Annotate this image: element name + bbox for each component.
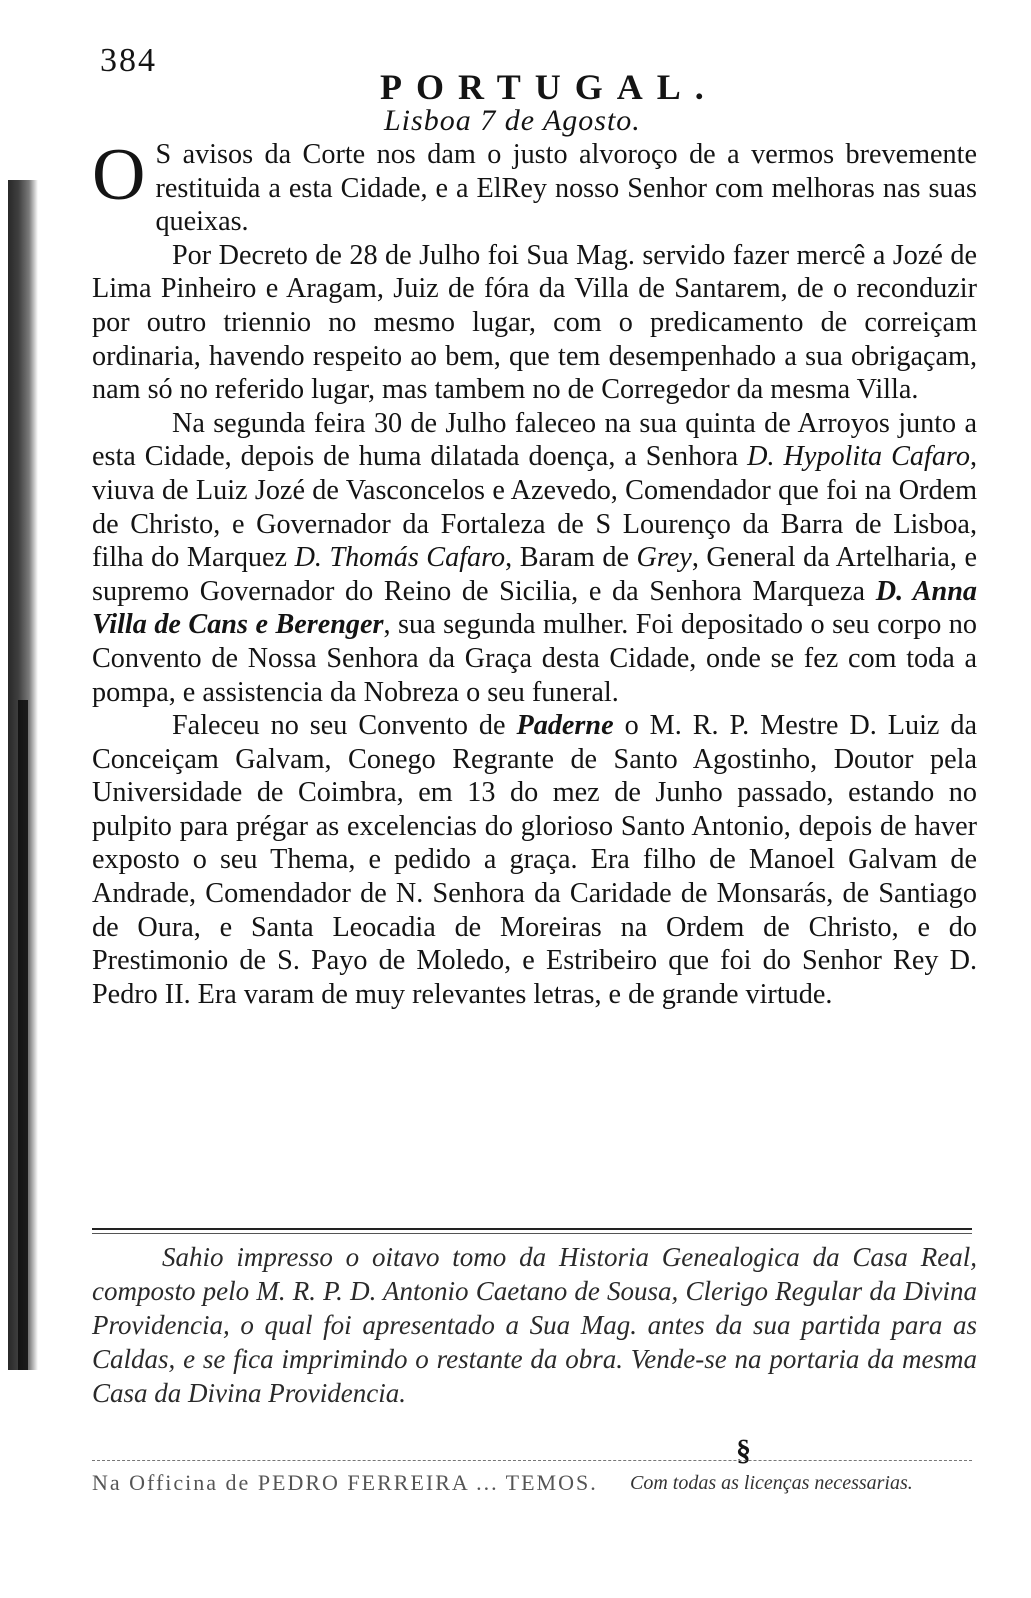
binding-edge — [18, 700, 28, 1370]
paragraph-3-text: , sua segunda mulher. Foi depositado o seu corpo no Convento de Nossa Senhora da Graça desta Cidade, onde se fez com toda a pompa, e assistencia da Nobreza o seu funeral. — [92, 609, 977, 708]
article-body — [92, 134, 977, 1011]
paragraph-4 — [92, 709, 977, 1011]
paragraph-2-text: Por Decreto de 28 de Julho foi Sua Mag. servido fazer mercê a Jozé de Lima Pinheiro e Aragam, Juiz de fóra da Villa de Santarem, de o reconduzir por outro triennio no mesmo lugar, com o predicamento de correiçam ordinaria, havendo respeito ao bem, que tem desempenhado a sua obrigaçam, nam só no referido lugar, mas tambem no de Corregedor da mesma Villa. — [92, 239, 977, 406]
name-anna-villa-de-cans: D. Anna Villa de Cans e Berenger — [92, 575, 977, 641]
paragraph-3-text: , General da Artelharia, e supremo Governador do Reino de Sicilia, e da Senhora Marqueza — [92, 542, 977, 607]
divider-rule — [92, 1228, 972, 1230]
divider-rule — [92, 1460, 972, 1461]
paragraph-1 — [92, 134, 977, 239]
name-grey: Grey — [636, 542, 692, 574]
license-note: Com todas as licenças necessarias. — [630, 1472, 913, 1494]
paragraph-3-text: , Baram de — [505, 542, 637, 574]
book-notice — [92, 1240, 977, 1410]
printer-imprint: Na Officina de PEDRO FERREIRA ... TEMOS. — [92, 1470, 598, 1495]
place-paderne: Paderne — [516, 710, 614, 742]
paragraph-4-text: Faleceu no seu Convento de — [172, 710, 517, 742]
paragraph-2 — [92, 239, 977, 407]
name-hypolita-cafaro: D. Hypolita Cafaro — [747, 441, 970, 473]
paragraph-3-text: Na segunda feira 30 de Julho faleceo na sua quinta de Arroyos junto a esta Cidade, depois de huma dilatada doença, a Senhora — [92, 407, 977, 473]
paragraph-4-text: o M. R. P. Mestre D. Luiz da Conceiçam Galvam, Conego Regrante de Santo Agostinho, Doutor pela Universidade de Coimbra, em 13 do mez de Junho passado, estando no pulpito para prégar as excelencias do glorioso Santo Antonio, depois de haver exposto o seu Thema, e pedido a graça. Era filho de Manoel Galvam de Andrade, Comendador de N. Senhora da Caridade de Monsarás, de Santiago de Oura, e Santa Leocadia de Moreiras na Ordem de Christo, e do Prestimonio de S. Payo de Moledo, e Estribeiro que foi do Senhor Rey D. Pedro II. Era varam de muy relevantes letras, e de grande virtude. — [92, 710, 977, 1010]
dateline: Lisboa 7 de Agosto. — [384, 104, 641, 137]
paragraph-1-text: S avisos da Corte nos dam o justo alvoroço de a vermos brevemente restituida a esta Cidade, e a ElRey nosso Senhor com melhoras nas suas queixas. — [155, 139, 977, 238]
paragraph-3 — [92, 407, 977, 709]
book-notice-text: Sahio impresso o oitavo tomo da Historia Genealogica da Casa Real, composto pelo M. R. P. D. Antonio Caetano de Sousa, Clerigo Regular da Divina Providencia, o qual foi apresentado a Sua Mag. antes da sua partida para as Caldas, e se fica imprimindo o restante da obra. Vende-se na portaria da mesma Casa da Divina Providencia. — [92, 1242, 977, 1408]
section-heading: PORTUGAL. — [380, 67, 718, 107]
drop-cap: O — [92, 134, 146, 216]
name-thomas-cafaro: D. Thomás Cafaro — [294, 542, 506, 574]
section-mark: § — [736, 1434, 751, 1467]
page-number: 384 — [100, 42, 157, 79]
divider-rule — [92, 1233, 972, 1234]
paragraph-3-text: , viuva de Luiz Jozé de Vasconcelos e Azevedo, Comendador que foi na Ordem de Christo, e Governador da Fortaleza de S Lourenço da Barra de Lisboa, filha do Marquez — [92, 441, 977, 574]
